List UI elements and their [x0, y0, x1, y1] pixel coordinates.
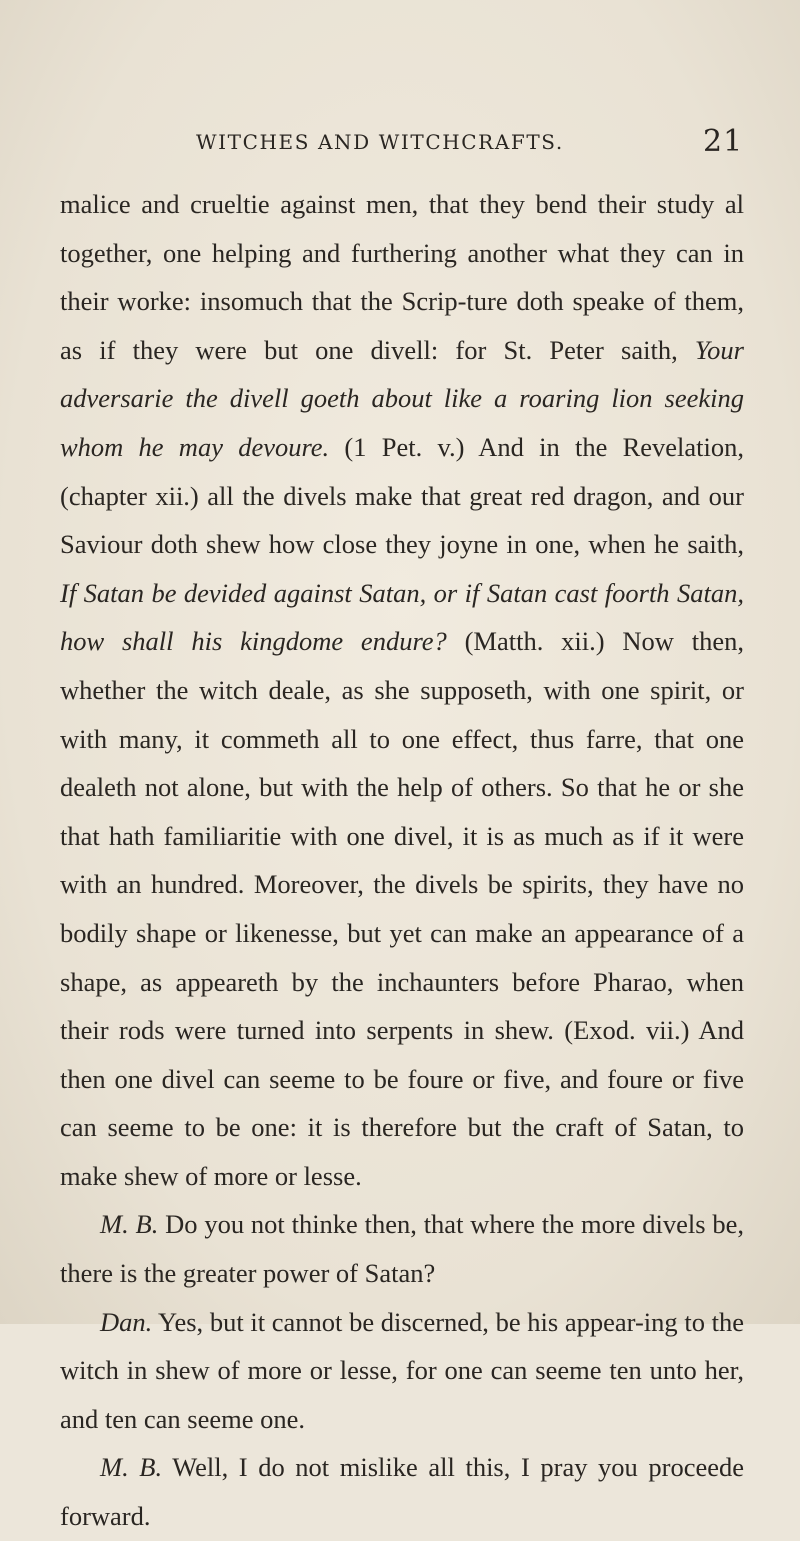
dialogue-text: Do you not thinke then, that where the more divels be, there is the greater power of Satan?	[60, 1209, 744, 1289]
paragraph-1-text-1: malice and crueltie against men, that they bend their study al together, one helping and furthering another what they can in their worke: insomuch that the Scrip-ture doth speake of them, as if they were but one divell: for St. Peter saith,	[60, 189, 744, 365]
running-head	[0, 124, 800, 164]
dialogue-text: Well, I do not mislike all this, I pray you proceede forward.	[60, 1452, 745, 1532]
speaker-label: Dan.	[100, 1306, 153, 1337]
page-number: 21	[703, 124, 744, 159]
paragraph-1-text-3: (Matth. xii.) Now then, whether the witch deale, as she supposeth, with one spirit, or with many, it commeth all to one effect, thus farre, that one dealeth not alone, but with the help of others. So that he or she that hath familiaritie with one divel, it is as much as if it were with an hundred. Moreover, the divels be spirits, they have no bodily shape or likenesse, but yet can make an appearance of a shape, as appeareth by the inchaunters before Pharao, when their rods were turned into serpents in shew. (Exod. vii.) And then one divel can seeme to be foure or five, and foure or five can seeme to be one: it is therefore but the craft of Satan, to make shew of more or lesse.	[60, 626, 744, 1191]
dialogue-paragraph-mb-2	[60, 1443, 744, 1540]
running-title: WITCHES AND WITCHCRAFTS.	[196, 130, 564, 154]
speaker-label: M. B.	[100, 1452, 163, 1483]
paragraph-1	[60, 180, 744, 1200]
dialogue-text: Yes, but it cannot be discerned, be his appear-ing to the witch in shew of more or lesse, for one can seeme ten unto her, and ten can seeme one.	[60, 1306, 744, 1434]
scripture-quote-matthew: If Satan be devided against Satan, or if Satan cast foorth Satan, how shall his kingdome endure?	[60, 577, 744, 657]
scripture-quote-1-peter: Your adversarie the divell goeth about like a roaring lion seeking whom he may devoure.	[60, 334, 744, 462]
paragraph-1-text-2: (1 Pet. v.) And in the Revelation, (chapter xii.) all the divels make that great red dragon, and our Saviour doth shew how close they joyne in one, when he saith,	[60, 431, 744, 560]
dialogue-paragraph-dan	[60, 1298, 744, 1444]
body-text	[60, 180, 744, 1541]
speaker-label: M. B.	[100, 1209, 159, 1240]
dialogue-paragraph-mb-1	[60, 1200, 744, 1297]
